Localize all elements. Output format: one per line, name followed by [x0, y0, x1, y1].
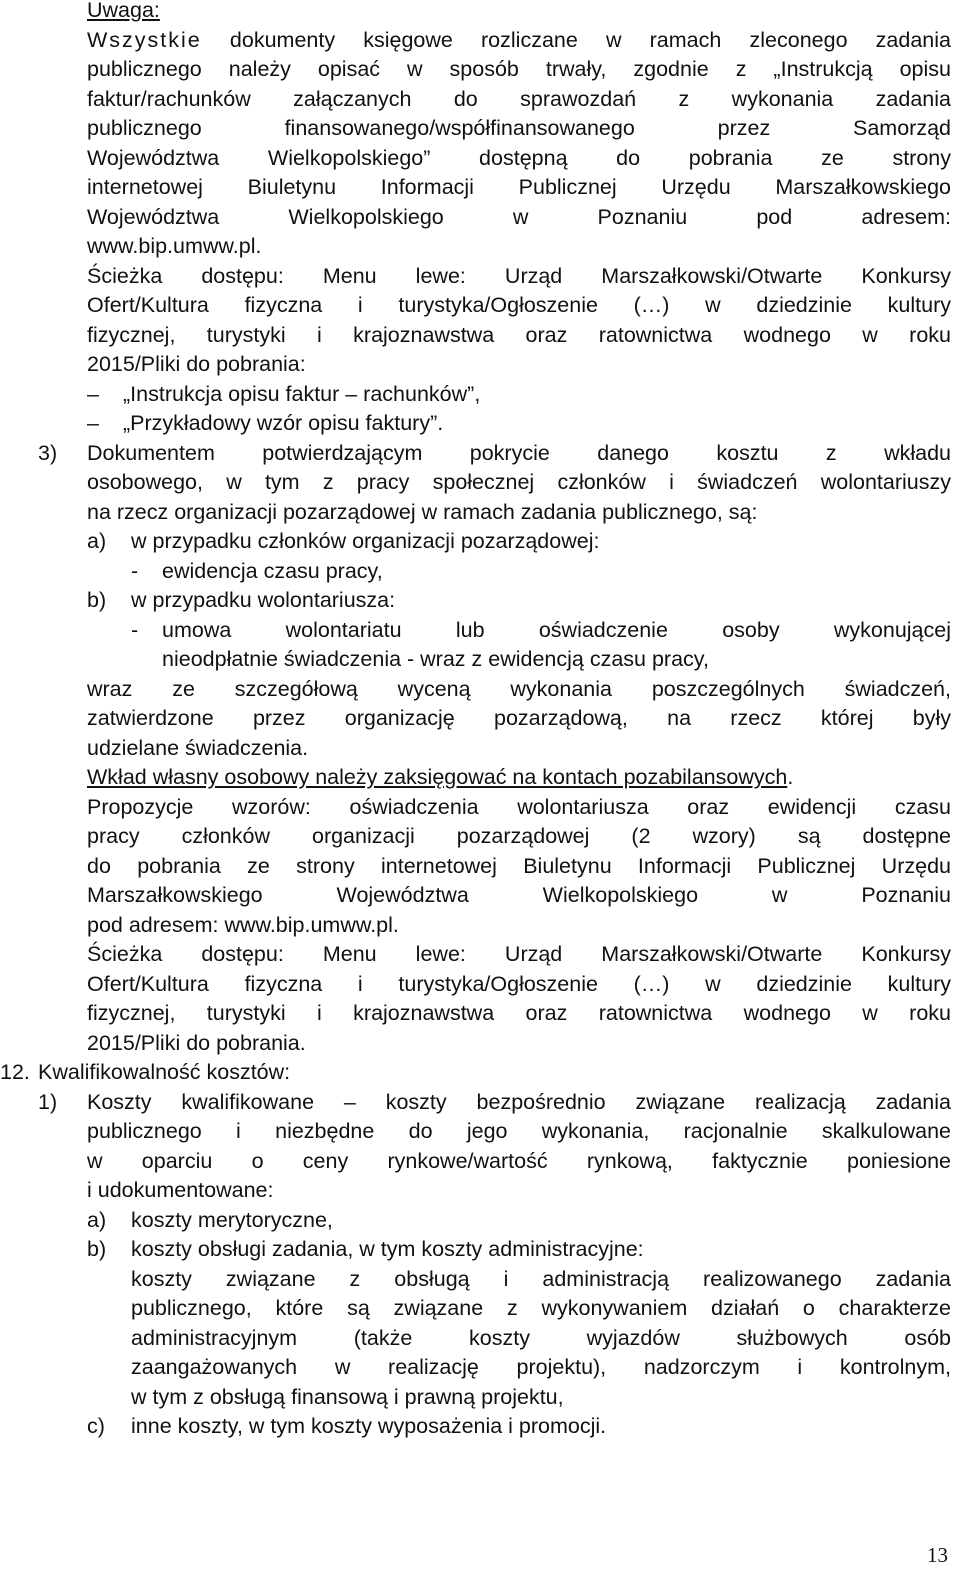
dash: -: [131, 559, 139, 583]
sub-label-b: b): [87, 588, 107, 612]
item3-line: pracy członków organizacji pozarządowej (2 wzory) są dostępne: [87, 824, 951, 848]
item3-line: Marszałkowskiego Województwa Wielkopolskiego w Poznaniu: [87, 883, 951, 907]
sub-item-b: w przypadku wolontariusza:: [131, 588, 396, 612]
dash: -: [131, 618, 139, 642]
section12-line: i udokumentowane:: [87, 1178, 274, 1202]
item3-line: udzielane świadczenia.: [87, 736, 309, 760]
item3-line: wraz ze szczegółową wyceną wykonania poszczególnych świadczeń,: [87, 677, 951, 701]
own-contribution-note: Wkład własny osobowy należy zaksięgować na kontach pozabilansowych.: [87, 765, 794, 789]
item3-line: do pobrania ze strony internetowej Biuletynu Informacji Publicznej Urzędu: [87, 854, 951, 878]
note-line: Wszystkie dokumenty księgowe rozliczane w ramach zleconego zadania: [87, 28, 951, 52]
note-first-word: Wszystkie: [87, 28, 202, 52]
bullet-dash: –: [87, 411, 99, 435]
sub-sub-item: umowa wolontariatu lub oświadczenie osoby wykonującej: [162, 618, 951, 642]
access-path-line: 2015/Pliki do pobrania.: [87, 1031, 306, 1055]
access-path-line: 2015/Pliki do pobrania:: [87, 352, 306, 376]
sub-label-b: b): [87, 1237, 107, 1261]
sub-label-a: a): [87, 529, 107, 553]
sub-label-a: a): [87, 1208, 107, 1232]
sub-item-b-desc: publicznego, które są związane z wykonywaniem działań o charakterze: [131, 1296, 951, 1320]
sub-item-b-desc: zaangażowanych w realizację projektu), nadzorczym i kontrolnym,: [131, 1355, 951, 1379]
access-path-line: fizycznej, turystyki i krajoznawstwa oraz ratownictwa wodnego w roku: [87, 323, 951, 347]
sub-item-b-desc: w tym z obsługą finansową i prawną projektu,: [131, 1385, 564, 1409]
item3-line: na rzecz organizacji pozarządowej w ramach zadania publicznego, są:: [87, 500, 758, 524]
note-line: faktur/rachunków załączanych do sprawozdań z wykonania zadania: [87, 87, 951, 111]
note-line: internetowej Biuletynu Informacji Publicznej Urzędu Marszałkowskiego: [87, 175, 951, 199]
item-number: 1): [38, 1090, 58, 1114]
bullet-dash: –: [87, 382, 99, 406]
item3-line: pod adresem: www.bip.umww.pl.: [87, 913, 399, 937]
sub-item-b-desc: administracyjnym (także koszty wyjazdów służbowych osób: [131, 1326, 951, 1350]
access-path-line: Ofert/Kultura fizyczna i turystyka/Ogłoszenie (…) w dziedzinie kultury: [87, 972, 951, 996]
page-number: 13: [927, 1543, 948, 1567]
bullet-text: „Instrukcja opisu faktur – rachunków”,: [123, 382, 481, 406]
item3-line: zatwierdzone przez organizację pozarządową, na rzecz której były: [87, 706, 951, 730]
section12-line: w oparciu o ceny rynkowe/wartość rynkową, faktycznie poniesione: [87, 1149, 951, 1173]
item3-line: Dokumentem potwierdzającym pokrycie danego kosztu z wkładu: [87, 441, 951, 465]
sub-item-a: koszty merytoryczne,: [131, 1208, 333, 1232]
item3-line: osobowego, w tym z pracy społecznej członków i świadczeń wolontariuszy: [87, 470, 951, 494]
section-number: 12.: [0, 1060, 30, 1084]
section12-line: publicznego i niezbędne do jego wykonania, racjonalnie skalkulowane: [87, 1119, 951, 1143]
access-path-line: Ścieżka dostępu: Menu lewe: Urząd Marszałkowski/Otwarte Konkursy: [87, 264, 951, 288]
sub-item-b-desc: koszty związane z obsługą i administracją realizowanego zadania: [131, 1267, 951, 1291]
sub-item-c: inne koszty, w tym koszty wyposażenia i promocji.: [131, 1414, 607, 1438]
item-number: 3): [38, 441, 58, 465]
section12-line: Koszty kwalifikowane – koszty bezpośrednio związane realizacją zadania: [87, 1090, 951, 1114]
sub-item-b: koszty obsługi zadania, w tym koszty administracyjne:: [131, 1237, 644, 1261]
access-path-line: Ofert/Kultura fizyczna i turystyka/Ogłoszenie (…) w dziedzinie kultury: [87, 293, 951, 317]
sub-item-a: w przypadku członków organizacji pozarządowej:: [131, 529, 600, 553]
sub-sub-item: ewidencja czasu pracy,: [162, 559, 383, 583]
bullet-text: „Przykładowy wzór opisu faktury”.: [123, 411, 444, 435]
section-title: Kwalifikowalność kosztów:: [38, 1060, 291, 1084]
sub-sub-item: nieodpłatnie świadczenia - wraz z ewidencją czasu pracy,: [162, 647, 709, 671]
note-line: publicznego należy opisać w sposób trwały, zgodnie z „Instrukcją opisu: [87, 57, 951, 81]
note-heading: Uwaga:: [87, 0, 160, 22]
note-line: Województwa Wielkopolskiego w Poznaniu pod adresem:: [87, 205, 951, 229]
access-path-line: fizycznej, turystyki i krajoznawstwa oraz ratownictwa wodnego w roku: [87, 1001, 951, 1025]
access-path-line: Ścieżka dostępu: Menu lewe: Urząd Marszałkowski/Otwarte Konkursy: [87, 942, 951, 966]
note-line: publicznego finansowanego/współfinansowanego przez Samorząd: [87, 116, 951, 140]
note-line: Województwa Wielkopolskiego” dostępną do pobrania ze strony: [87, 146, 951, 170]
sub-label-c: c): [87, 1414, 105, 1438]
item3-line: Propozycje wzorów: oświadczenia wolontariusza oraz ewidencji czasu: [87, 795, 951, 819]
note-line: www.bip.umww.pl.: [87, 234, 262, 258]
